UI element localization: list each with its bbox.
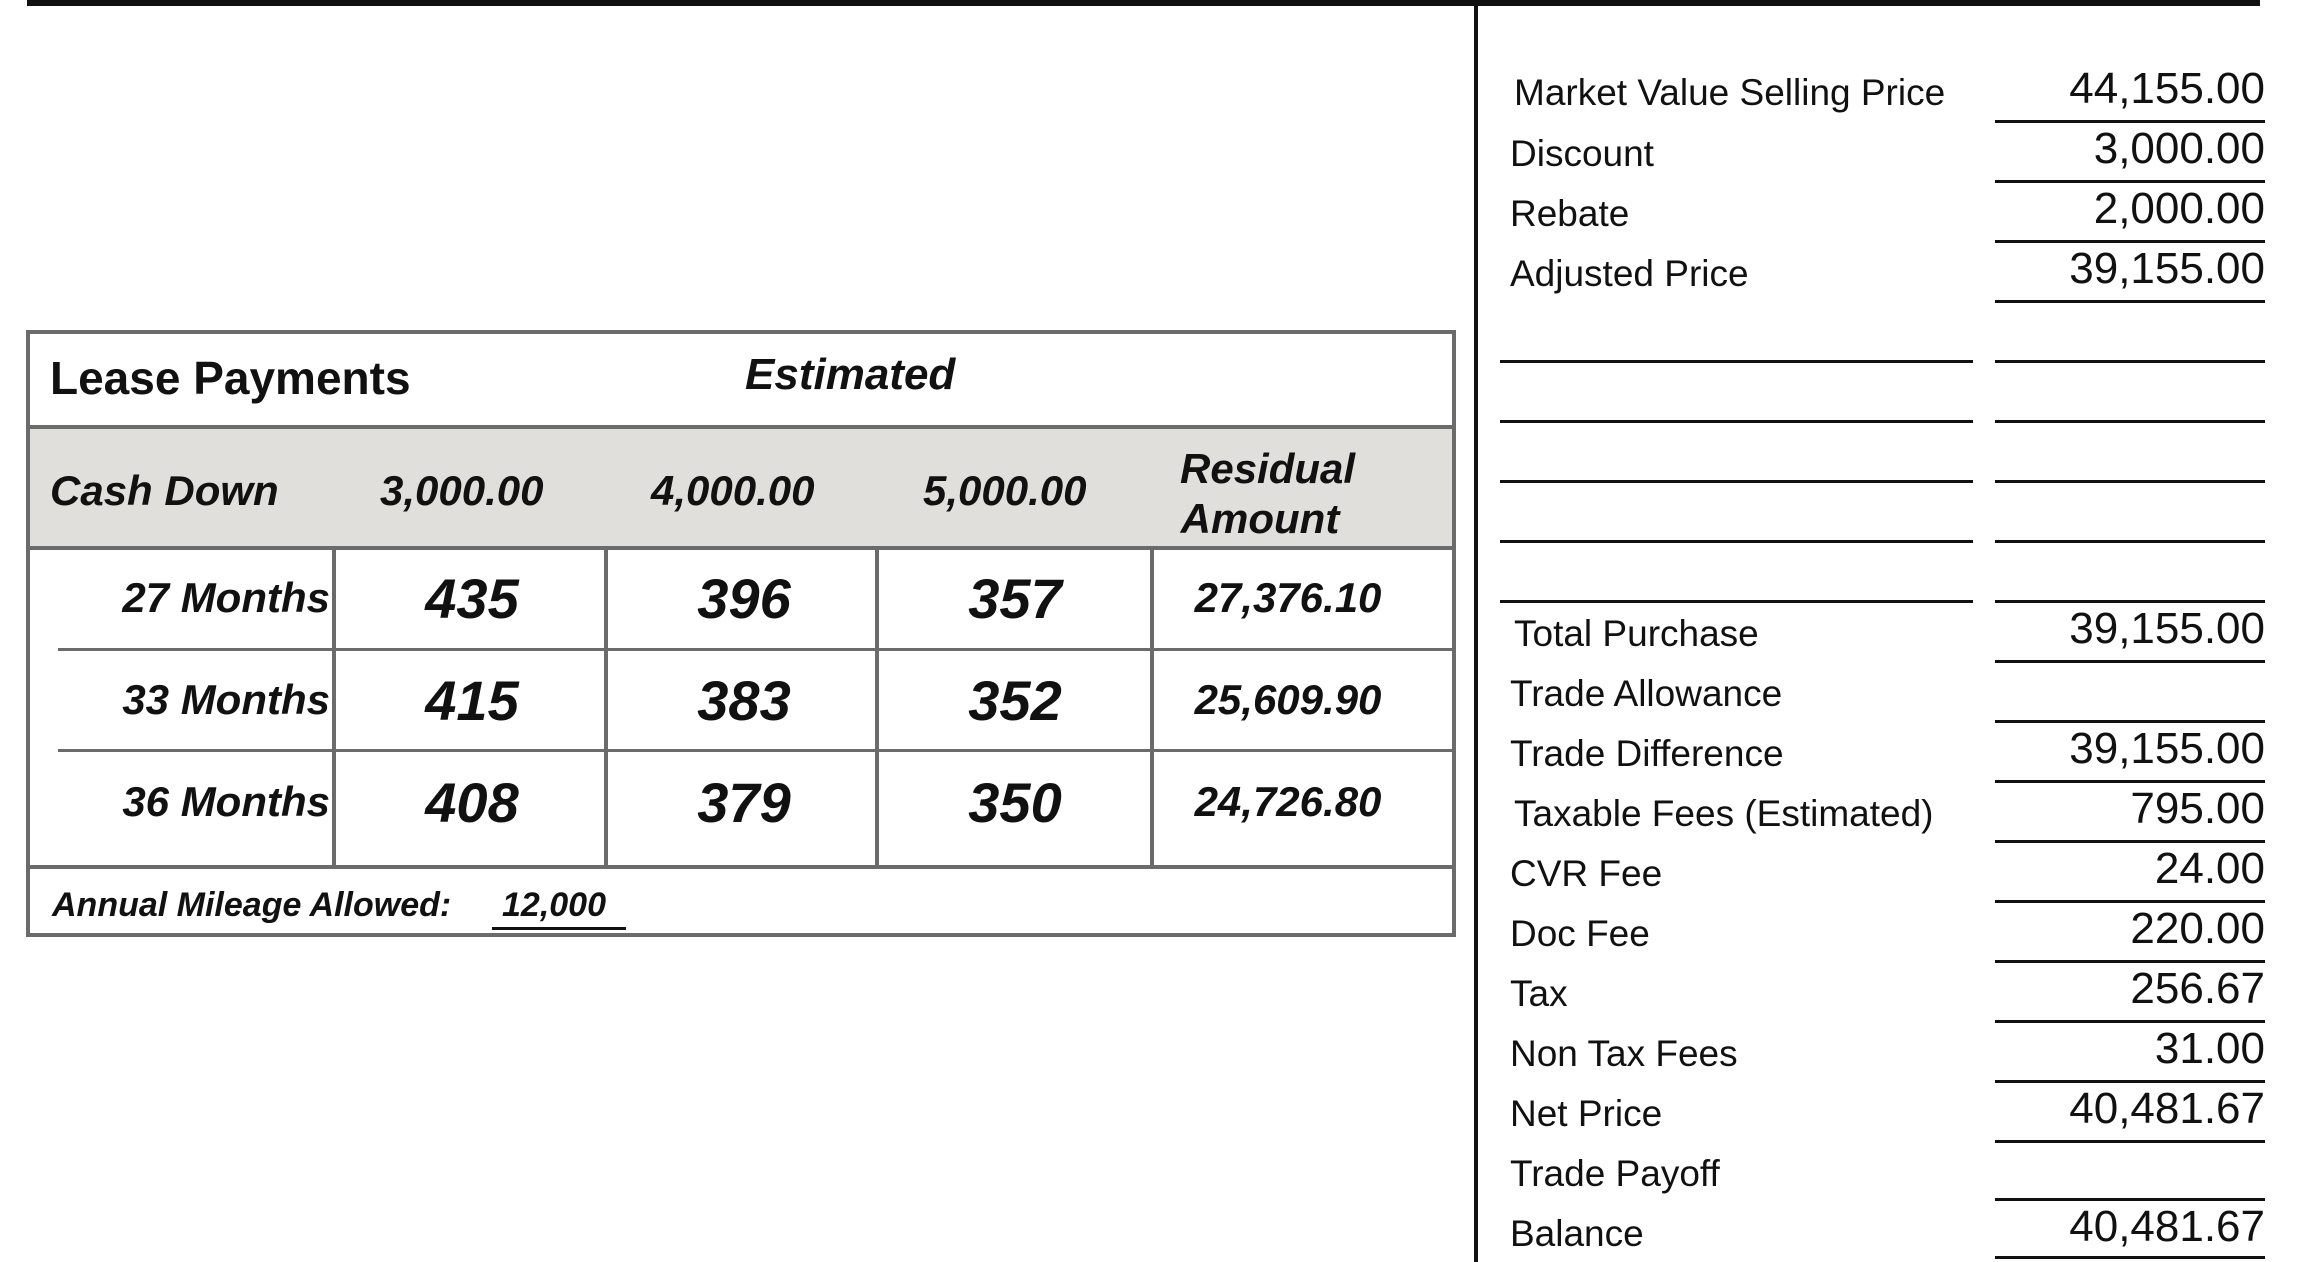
residual-header-line1: Residual: [1180, 445, 1356, 492]
value-underline: [1995, 840, 2265, 843]
value-underline: [1995, 1140, 2265, 1143]
doc-fee-label: Doc Fee: [1510, 913, 1650, 954]
payment-33-cash2: 383: [697, 669, 791, 732]
adjusted-price-label: Adjusted Price: [1510, 253, 1749, 294]
net-price-label: Net Price: [1510, 1093, 1663, 1134]
rebate-value: 2,000.00: [2093, 184, 2265, 233]
value-underline: [1995, 1020, 2265, 1023]
blank-value-line: [1995, 420, 2265, 423]
non-tax-fees-label: Non Tax Fees: [1510, 1033, 1738, 1074]
blank-value-line: [1995, 360, 2265, 363]
row-divider: [58, 648, 1456, 651]
payment-36-cash3: 350: [968, 771, 1062, 834]
taxable-fees-label: Taxable Fees (Estimated): [1514, 793, 1934, 834]
payment-33-cash1: 415: [425, 669, 519, 732]
tax-label: Tax: [1510, 973, 1568, 1014]
row-divider: [58, 749, 1456, 752]
term-33-months: 33 Months: [122, 676, 330, 723]
value-underline: [1995, 180, 2265, 183]
value-underline: [1995, 660, 2265, 663]
cash-down-header: Cash Down: [50, 467, 279, 514]
cash-option-2-header: 4,000.00: [651, 467, 815, 514]
blank-label-line: [1500, 420, 1973, 423]
blank-label-line: [1500, 480, 1973, 483]
market-value-selling-price-label: Market Value Selling Price: [1514, 72, 1946, 113]
net-price-value: 40,481.67: [2069, 1084, 2265, 1133]
value-underline: [1995, 300, 2265, 303]
payment-27-cash3: 357: [968, 567, 1062, 630]
value-underline: [1995, 240, 2265, 243]
residual-27-months: 27,376.10: [1194, 574, 1382, 621]
trade-allowance-label: Trade Allowance: [1510, 673, 1783, 714]
blank-label-line: [1500, 600, 1973, 603]
value-underline: [1995, 1198, 2265, 1201]
payment-36-cash1: 408: [425, 771, 519, 834]
discount-value: 3,000.00: [2093, 124, 2265, 173]
payment-27-cash1: 435: [425, 567, 519, 630]
total-purchase-label: Total Purchase: [1514, 613, 1759, 654]
blank-label-line: [1500, 360, 1973, 363]
term-36-months: 36 Months: [122, 778, 330, 825]
residual-33-months: 25,609.90: [1194, 676, 1382, 723]
blank-value-line: [1995, 540, 2265, 543]
mileage-divider: [30, 865, 1452, 869]
blank-label-line: [1500, 540, 1973, 543]
residual-amount-header: [1180, 431, 1356, 557]
lease-payments-table: [26, 330, 1456, 937]
cvr-fee-value: 24.00: [2154, 844, 2265, 893]
taxable-fees-value: 795.00: [2130, 784, 2265, 833]
trade-difference-label: Trade Difference: [1510, 733, 1784, 774]
balance-value: 40,481.67: [2069, 1202, 2265, 1251]
value-underline: [1995, 780, 2265, 783]
tax-value: 256.67: [2130, 964, 2265, 1013]
value-underline: [1995, 720, 2265, 723]
discount-label: Discount: [1510, 133, 1654, 174]
header-divider: [30, 546, 1452, 550]
total-purchase-value: 39,155.00: [2069, 604, 2265, 653]
non-tax-fees-value: 31.00: [2154, 1024, 2265, 1073]
residual-header-line2: Amount: [1180, 495, 1340, 542]
cash-option-3-header: 5,000.00: [923, 467, 1087, 514]
lease-title: Lease Payments: [50, 352, 411, 404]
top-border: [27, 0, 2260, 6]
payment-36-cash2: 379: [697, 771, 791, 834]
balance-label: Balance: [1510, 1213, 1644, 1254]
adjusted-price-value: 39,155.00: [2069, 244, 2265, 293]
payment-27-cash2: 396: [697, 567, 791, 630]
payment-33-cash3: 352: [968, 669, 1062, 732]
annual-mileage-label: Annual Mileage Allowed:: [52, 886, 452, 924]
trade-payoff-label: Trade Payoff: [1510, 1153, 1720, 1194]
value-underline: [1995, 120, 2265, 123]
residual-36-months: 24,726.80: [1194, 778, 1382, 825]
cash-option-1-header: 3,000.00: [380, 467, 544, 514]
column-divider: [1474, 0, 1478, 1262]
annual-mileage-value: 12,000: [492, 886, 626, 930]
blank-value-line: [1995, 600, 2265, 603]
lease-estimated-label: Estimated: [745, 350, 956, 399]
trade-difference-value: 39,155.00: [2069, 724, 2265, 773]
rebate-label: Rebate: [1510, 193, 1630, 234]
blank-value-line: [1995, 480, 2265, 483]
value-underline: [1995, 1256, 2265, 1259]
term-27-months: 27 Months: [122, 574, 330, 621]
value-underline: [1995, 900, 2265, 903]
cvr-fee-label: CVR Fee: [1510, 853, 1663, 894]
value-underline: [1995, 960, 2265, 963]
lease-header-row: [30, 429, 1452, 546]
market-value-selling-price-value: 44,155.00: [2069, 64, 2265, 113]
doc-fee-value: 220.00: [2130, 904, 2265, 953]
value-underline: [1995, 1080, 2265, 1083]
